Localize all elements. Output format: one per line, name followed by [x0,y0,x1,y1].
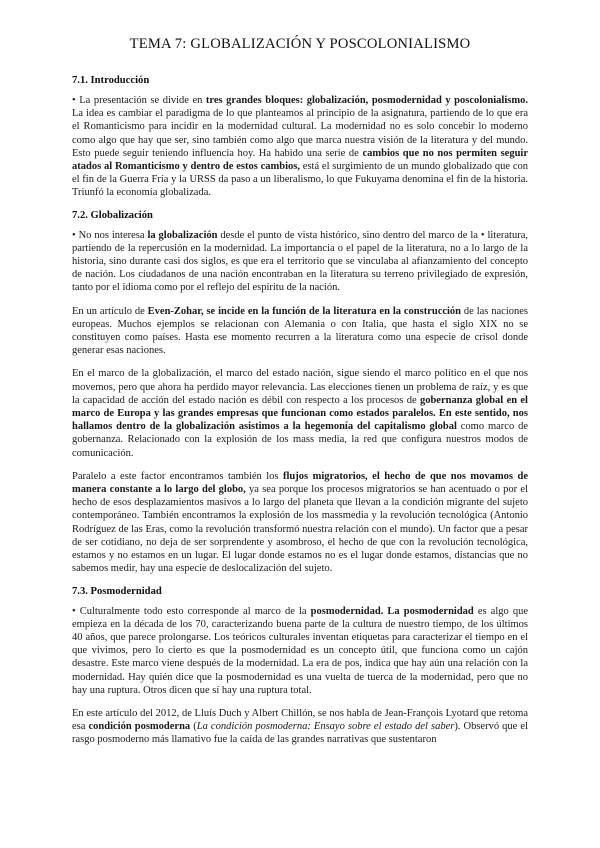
section-posmodernidad [72,586,528,747]
text-run: En este artículo del 2012, de Lluís Duch y Albert Chillón, se nos habla de Jean-François Lyotard que retoma esa [72,707,528,733]
paragraph [72,605,528,697]
bold-text-run: tres grandes bloques: globalización, posmodernidad y poscolonialismo. [205,95,528,106]
bold-text-run: la globalización [147,229,218,241]
text-run: En un artículo de [72,305,148,317]
document-page [72,30,528,757]
section-introduccion [72,75,528,200]
text-run: ( [190,721,197,733]
text-run: desde el punto de vista histórico, sino dentro del marco de la • literatura, partiendo de la repercusión en la modernidad. La importancia o el papel de la literatura, no a lo largo de la historia, sino durante casi dos siglos, es que era el territorio que se vinculaba al afianzamiento del concepto de nación. Los ciudadanos de una nación encontraban en la literatura su terreno privilegiado de expresión, tanto por el idioma como por el reflejo del espíritu de la nación. [72,229,528,294]
text-run: ya sea porque los procesos migratorios se han acentuado o por el hecho de esos desplazamientos masivos a lo largo del planeta que llevan a la condición migrante del sujeto contemporáneo. También encontramos la explosión de los massmedia y la revolución tecnológica (Antonio Rodríguez de las Eras, como la revolución transformó nuestra relación con el mundo). Un factor que a pesar de ser cotidiano, no deja de ser sorprendente y asombroso, el hecho de que con la revolución tecnológica, estamos y no estamos en un lugar. El lugar donde estamos no es el lugar donde estamos, distancias que no sabemos medir, hay una especie de deslocalización del sujeto. [72,484,528,575]
text-run: como marco de gobernanza. Relacionado con la explosión de los mass media, la red que configura nuestros modos de comunicación. [72,421,528,459]
bold-text-run: flujos migratorios, el hecho de que nos movamos de manera constante a lo largo del globo, [72,470,529,496]
paragraph [72,367,528,459]
section-heading: 7.3. Posmodernidad [72,585,162,597]
section-globalizacion [72,210,528,576]
document-title: TEMA 7: GLOBALIZACIÓN Y POSCOLONIALISMO [129,36,471,52]
text-run: Paralelo a este factor encontramos también los [72,470,283,482]
text-run: La idea es cambiar el paradigma de lo que planteamos al principio de la asignatura, partiendo de lo que era el Romanticismo para incidir en la modernidad cultural. La modernidad no es solo concebir lo moderno como algo que hay que ser, sino también como algo que marca nuestra visión de la literatura y del mundo. Esto puede seguir teniendo influencia hoy. Ha habido una serie de [72,108,528,159]
bold-text-run: cambios que no nos permiten seguir atados al Romanticismo y dentro de estos cambios, [72,147,528,173]
text-run: está el surgimiento de un mundo globalizado que con el fin de la Guerra Fría y la URSS da paso a un liberalismo, lo que Fukuyama denomina el fin de la historia. Triunfó la economía globalizada. [72,161,528,199]
section-heading: 7.1. Introducción [72,75,150,86]
text-run: es algo que empieza en la década de los 70, caracterizando buena parte de la cultura de nuestro tiempo, de los últimos 40 años, que parece prolongarse. Los teóricos culturales inventan etiquetas para caracterizar el tiempo en el que vivimos, pero lo cierto es que la posmodernidad es un concepto útil, que funciona como un cajón desastre. Este marco viene después de la modernidad. La era de pos, indica que hay aún una relación con la modernidad. Hay quién dice que la posmodernidad es una vuelta de tuerca de la modernidad, pero que no hay una ruptura. Otros dicen que sí hay una ruptura total. [72,605,528,696]
italic-text-run: La condición posmoderna: Ensayo sobre el estado del saber [196,721,455,733]
text-run: • Culturalmente todo esto corresponde al marco de la [72,605,311,617]
text-run: En el marco de la globalización, el marco del estado nación, sigue siendo el marco político en el que nos movemos, pero que ahora ha perdido mayor relevancia. Las elecciones tienen un problema de raíz, y es que la capacidad de acción del estado nación es débil con respecto a los procesos de [72,368,528,406]
paragraph [72,305,528,358]
text-run: • La presentación se divide en [72,95,206,106]
bold-text-run: gobernanza global en el marco de Europa y las grandes empresas que funcionan como estados paralelos. En este sentido, nos hallamos dentro de la globalización asistimos a la hegemonía del capitalismo global [72,394,528,433]
text-run: ). Observó que el rasgo posmoderno más llamativo fue la caída de las grandes narrativas que sustentaron [72,721,528,746]
text-run: de las naciones europeas. Muchos ejemplos se relacionan con Alemania o con Italia, que hasta el siglo XIX no se constituyen como países. Hasta ese momento recurren a la literatura como una especie de crisol donde generar esas naciones. [72,305,528,357]
paragraph [72,94,528,200]
paragraph [72,707,528,747]
section-heading: 7.2. Globalización [72,209,153,221]
paragraph [72,470,528,576]
bold-text-run: posmodernidad. La posmodernidad [310,605,474,617]
bold-text-run: condición posmoderna [88,721,191,733]
bold-text-run: Even-Zohar, se incide en la función de la literatura en la construcción [147,305,462,317]
text-run: • No nos interesa [72,229,148,241]
paragraph [72,229,528,295]
